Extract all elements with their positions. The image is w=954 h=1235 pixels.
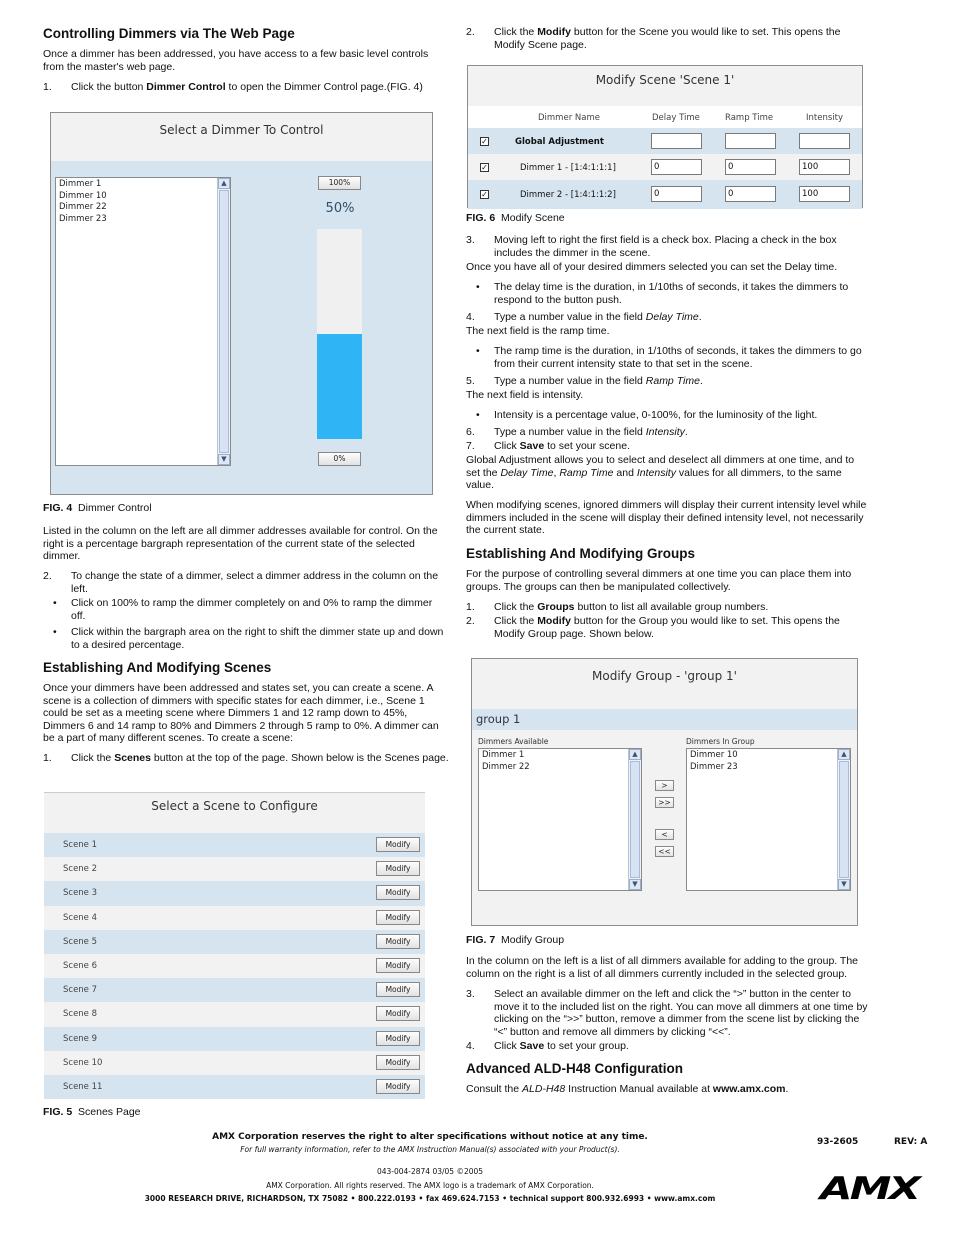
dimmer-list-item[interactable]: Dimmer 10 xyxy=(59,190,107,201)
bullet-delay: • The delay time is the duration, in 1/10ths of seconds, it takes the dimmers to respond to the button push. xyxy=(476,281,849,306)
footer-revision: REV: A xyxy=(894,1137,928,1147)
ramp-intro: The next field is the ramp time. xyxy=(466,325,610,337)
scene-name: Scene 10 xyxy=(63,1057,103,1068)
fig6-caption: FIG. 6 Modify Scene xyxy=(466,212,565,224)
footer-rights: AMX Corporation reserves the right to alter specifications without notice at any time. xyxy=(212,1132,648,1142)
delay-time-field[interactable]: 0 xyxy=(651,186,702,202)
dimmer-list[interactable] xyxy=(55,177,231,466)
delay-intro: Once you have all of your desired dimmers selected you can set the Delay time. xyxy=(466,261,838,273)
scene-name: Scene 8 xyxy=(63,1009,98,1020)
global-adjustment-paragraph: Global Adjustment allows you to select and deselect all dimmers at one time, and to set the Delay Time, Ramp Time and Intensity values for all dimmers, to the same value. xyxy=(466,454,855,492)
level-100-button[interactable]: 100% xyxy=(318,176,361,190)
available-list-scrollbar[interactable] xyxy=(628,749,641,890)
level-bargraph[interactable] xyxy=(317,229,362,439)
remove-all-button[interactable]: << xyxy=(655,846,674,857)
include-checkbox[interactable]: ✓ xyxy=(481,137,488,146)
footer-trademark: AMX Corporation. All rights reserved. The AMX logo is a trademark of AMX Corporation. xyxy=(266,1181,594,1190)
modify-scene-screenshot xyxy=(467,65,863,208)
delay-time-field[interactable]: 0 xyxy=(651,159,702,175)
dimmer-row-name: Dimmer 1 - [1:4:1:1:1] xyxy=(520,163,616,173)
modify-scene-button[interactable]: Modify xyxy=(376,1055,420,1070)
footer-warranty: For full warranty information, refer to the AMX Instruction Manual(s) associated with your Product(s). xyxy=(240,1145,620,1154)
include-checkbox[interactable]: ✓ xyxy=(481,190,488,199)
available-dimmer-item[interactable]: Dimmer 1 xyxy=(482,750,525,760)
heading-advanced-config: Advanced ALD-H48 Configuration xyxy=(466,1061,684,1076)
add-one-button[interactable]: > xyxy=(655,780,674,791)
dimmer-row-name: Global Adjustment xyxy=(515,137,604,147)
step-modify-group: 2. Click the Modify button for the Group you would like to set. This opens the Modify Group page. Shown below. xyxy=(466,615,840,640)
fig7-caption: FIG. 7 Modify Group xyxy=(466,934,565,946)
amx-logo: AMX xyxy=(820,1171,919,1207)
scenes-paragraph: Once your dimmers have been addressed and states set, you can create a scene. A scene is a collection of dimmers with specific states for each dimmer, i.e., Scene 1 could be set as a meeting scene where Dimmers 1 and 12 ramp down to 45%, Dimmers 6 and 14 ramp to 80% and Dimmers 2 through 5 ramp to 0%. A dimmer can be a part of many different scenes. To create a scene: xyxy=(43,682,439,745)
intensity-field[interactable]: 100 xyxy=(799,186,850,202)
dimmers-in-group-list[interactable] xyxy=(686,748,851,891)
bullet-ramp-time: • The ramp time is the duration, in 1/10ths of seconds, it takes the dimmers to go from their current intensity state to that set in the scene. xyxy=(476,345,862,370)
group-dimmer-item[interactable]: Dimmer 10 xyxy=(690,750,738,760)
modify-scene-button[interactable]: Modify xyxy=(376,1079,420,1094)
modify-scene-button[interactable]: Modify xyxy=(376,885,420,900)
modify-scene-button[interactable]: Modify xyxy=(376,837,420,852)
scene-name: Scene 2 xyxy=(63,864,98,875)
groups-paragraph: For the purpose of controlling several dimmers at one time you can place them into groups. The groups can then be manipulated collectively. xyxy=(466,568,852,593)
intensity-field[interactable]: 100 xyxy=(799,159,850,175)
intensity-field[interactable] xyxy=(799,133,850,149)
dimmer-list-scrollbar[interactable] xyxy=(217,178,230,465)
modify-scene-button[interactable]: Modify xyxy=(376,1006,420,1021)
modify-scene-button[interactable]: Modify xyxy=(376,1031,420,1046)
scroll-down-icon[interactable]: ▼ xyxy=(218,454,230,465)
scroll-down-icon[interactable]: ▼ xyxy=(629,879,641,890)
col-delay-time: Delay Time xyxy=(652,113,700,123)
scene-row xyxy=(44,930,425,954)
col-dimmer-name: Dimmer Name xyxy=(538,113,600,123)
modify-group-title: Modify Group - 'group 1' xyxy=(592,669,737,683)
consult-paragraph: Consult the ALD-H48 Instruction Manual available at www.amx.com. xyxy=(466,1083,789,1095)
group-dimmer-item[interactable]: Dimmer 23 xyxy=(690,761,738,772)
include-checkbox[interactable]: ✓ xyxy=(481,163,488,172)
scene-name: Scene 6 xyxy=(63,960,98,971)
heading-controlling-dimmers: Controlling Dimmers via The Web Page xyxy=(43,26,295,41)
heading-scenes: Establishing And Modifying Scenes xyxy=(43,660,272,675)
group-list-scrollbar[interactable] xyxy=(837,749,850,890)
footer-part-number: 93-2605 xyxy=(817,1137,859,1147)
scene-row xyxy=(44,881,425,905)
dimmer-list-paragraph: Listed in the column on the left are all dimmer addresses available for control. On the right is a percentage bargraph representation of the current state of the selected dimmer. xyxy=(43,525,438,563)
scene-name: Scene 5 xyxy=(63,936,98,947)
bullet-intensity: • Intensity is a percentage value, 0-100%, for the luminosity of the light. xyxy=(476,409,818,421)
dimmers-in-group-label: Dimmers In Group xyxy=(686,737,755,746)
step-change-state: 2. To change the state of a dimmer, select a dimmer address in the column on the left. xyxy=(43,570,439,595)
available-dimmer-item[interactable]: Dimmer 22 xyxy=(482,761,530,772)
dimmer-control-title: Select a Dimmer To Control xyxy=(159,123,324,137)
step-delay-time: 4. Type a number value in the field Delay Time. xyxy=(466,311,702,323)
level-0-button[interactable]: 0% xyxy=(318,452,361,466)
scene-row xyxy=(44,954,425,978)
dimmer-list-item[interactable]: Dimmer 1 xyxy=(59,179,102,189)
step-ramp-time: 5. Type a number value in the field Ramp Time. xyxy=(466,375,703,387)
scene-name: Scene 4 xyxy=(63,912,98,923)
scenes-page-title: Select a Scene to Configure xyxy=(151,799,318,813)
ramp-time-field[interactable] xyxy=(725,133,776,149)
step-move-dimmers: 3. Select an available dimmer on the left and click the “>” button in the center to move it to the included list on the right. You can move all dimmers at one time by clicking on the “>>” button, remove a dimmer from the scene list by clicking the “<” button and remove all dimmers by clicking “<<”. xyxy=(466,988,868,1038)
dimmer-list-item[interactable]: Dimmer 22 xyxy=(59,202,107,212)
scroll-up-icon[interactable]: ▲ xyxy=(838,749,850,760)
intensity-intro: The next field is intensity. xyxy=(466,389,584,401)
intro-paragraph: Once a dimmer has been addressed, you have access to a few basic level controls from the master's web page. xyxy=(43,48,429,73)
col-intensity: Intensity xyxy=(806,113,843,123)
scene-row xyxy=(44,906,425,930)
scene-name: Scene 7 xyxy=(63,985,98,996)
modify-scene-button[interactable]: Modify xyxy=(376,910,420,925)
scene-name: Scene 9 xyxy=(63,1033,98,1044)
step-scenes-button: 1. Click the Scenes button at the top of the page. Shown below is the Scenes page. xyxy=(43,752,449,764)
scene-name: Scene 1 xyxy=(63,840,98,850)
step-check-box: 3. Moving left to right the first field is a check box. Placing a check in the box includes the dimmer in the scene. xyxy=(466,234,837,259)
scene-row xyxy=(44,1075,425,1099)
level-bar-fill xyxy=(317,334,362,439)
modify-scene-title: Modify Scene 'Scene 1' xyxy=(595,73,735,87)
scene-row xyxy=(44,1027,425,1051)
step-dimmer-control: 1. Click the button Dimmer Control to open the Dimmer Control page.(FIG. 4) xyxy=(43,81,423,93)
scroll-down-icon[interactable]: ▼ xyxy=(838,879,850,890)
col-ramp-time: Ramp Time xyxy=(725,113,774,123)
step-intensity: 6. Type a number value in the field Intensity. xyxy=(466,426,688,438)
footer-doc-number: 043-004-2874 03/05 ©2005 xyxy=(376,1167,484,1176)
scene-name: Scene 11 xyxy=(63,1081,103,1092)
dimmer-row-name: Dimmer 2 - [1:4:1:1:2] xyxy=(520,190,616,200)
ramp-time-field[interactable]: 0 xyxy=(725,159,776,175)
group-name-bar xyxy=(472,709,857,730)
heading-groups: Establishing And Modifying Groups xyxy=(466,546,695,561)
scroll-up-icon[interactable]: ▲ xyxy=(218,178,230,189)
step-save-scene: 7. Click Save to set your scene. xyxy=(466,440,630,452)
scene-row xyxy=(44,1002,425,1026)
step-save-group: 4. Click Save to set your group. xyxy=(466,1040,629,1052)
modify-group-screenshot xyxy=(471,658,858,926)
group-name: group 1 xyxy=(476,712,521,726)
bullet-ramp: • Click on 100% to ramp the dimmer completely on and 0% to ramp the dimmer off. xyxy=(53,597,433,622)
dimmers-available-label: Dimmers Available xyxy=(478,737,549,746)
scenes-page-screenshot xyxy=(44,792,425,1098)
dimmer-list-item[interactable]: Dimmer 23 xyxy=(59,213,107,224)
fig5-caption: FIG. 5 Scenes Page xyxy=(43,1106,141,1118)
modify-scene-button[interactable]: Modify xyxy=(376,982,420,997)
modify-scene-button[interactable]: Modify xyxy=(376,958,420,973)
delay-time-field[interactable] xyxy=(651,133,702,149)
current-level-label: 50% xyxy=(325,201,355,216)
ignored-dimmers-paragraph: When modifying scenes, ignored dimmers will display their current intensity level while dimmers included in the scene will display their defined intensity level, not necessarily the current state. xyxy=(466,499,867,537)
remove-one-button[interactable]: < xyxy=(655,829,674,840)
scene-row xyxy=(44,978,425,1002)
modify-scene-button[interactable]: Modify xyxy=(376,861,420,876)
scene-row xyxy=(44,833,425,857)
bullet-bargraph: • Click within the bargraph area on the right to shift the dimmer state up and down to a desired percentage. xyxy=(53,626,444,651)
group-columns-paragraph: In the column on the left is a list of all dimmers available for adding to the group. The column on the right is a list of all dimmers currently included in the selected group. xyxy=(466,955,859,980)
dimmer-control-screenshot xyxy=(50,112,433,495)
step-modify-scene: 2. Click the Modify button for the Scene you would like to set. This opens the Modify Scene page. xyxy=(466,26,841,51)
step-groups-button: 1. Click the Groups button to list all available group numbers. xyxy=(466,601,769,613)
footer-address: 3000 RESEARCH DRIVE, RICHARDSON, TX 75082 • 800.222.0193 • fax 469.624.7153 • technical support 800.932.6993 • www.amx.com xyxy=(144,1194,716,1203)
add-all-button[interactable]: >> xyxy=(655,797,674,808)
scene-row xyxy=(44,1051,425,1075)
dimmers-available-list[interactable] xyxy=(478,748,642,891)
ramp-time-field[interactable]: 0 xyxy=(725,186,776,202)
fig4-caption: FIG. 4 Dimmer Control xyxy=(43,502,152,514)
scroll-up-icon[interactable]: ▲ xyxy=(629,749,641,760)
scene-row xyxy=(44,857,425,881)
scene-name: Scene 3 xyxy=(63,888,98,899)
modify-scene-button[interactable]: Modify xyxy=(376,934,420,949)
